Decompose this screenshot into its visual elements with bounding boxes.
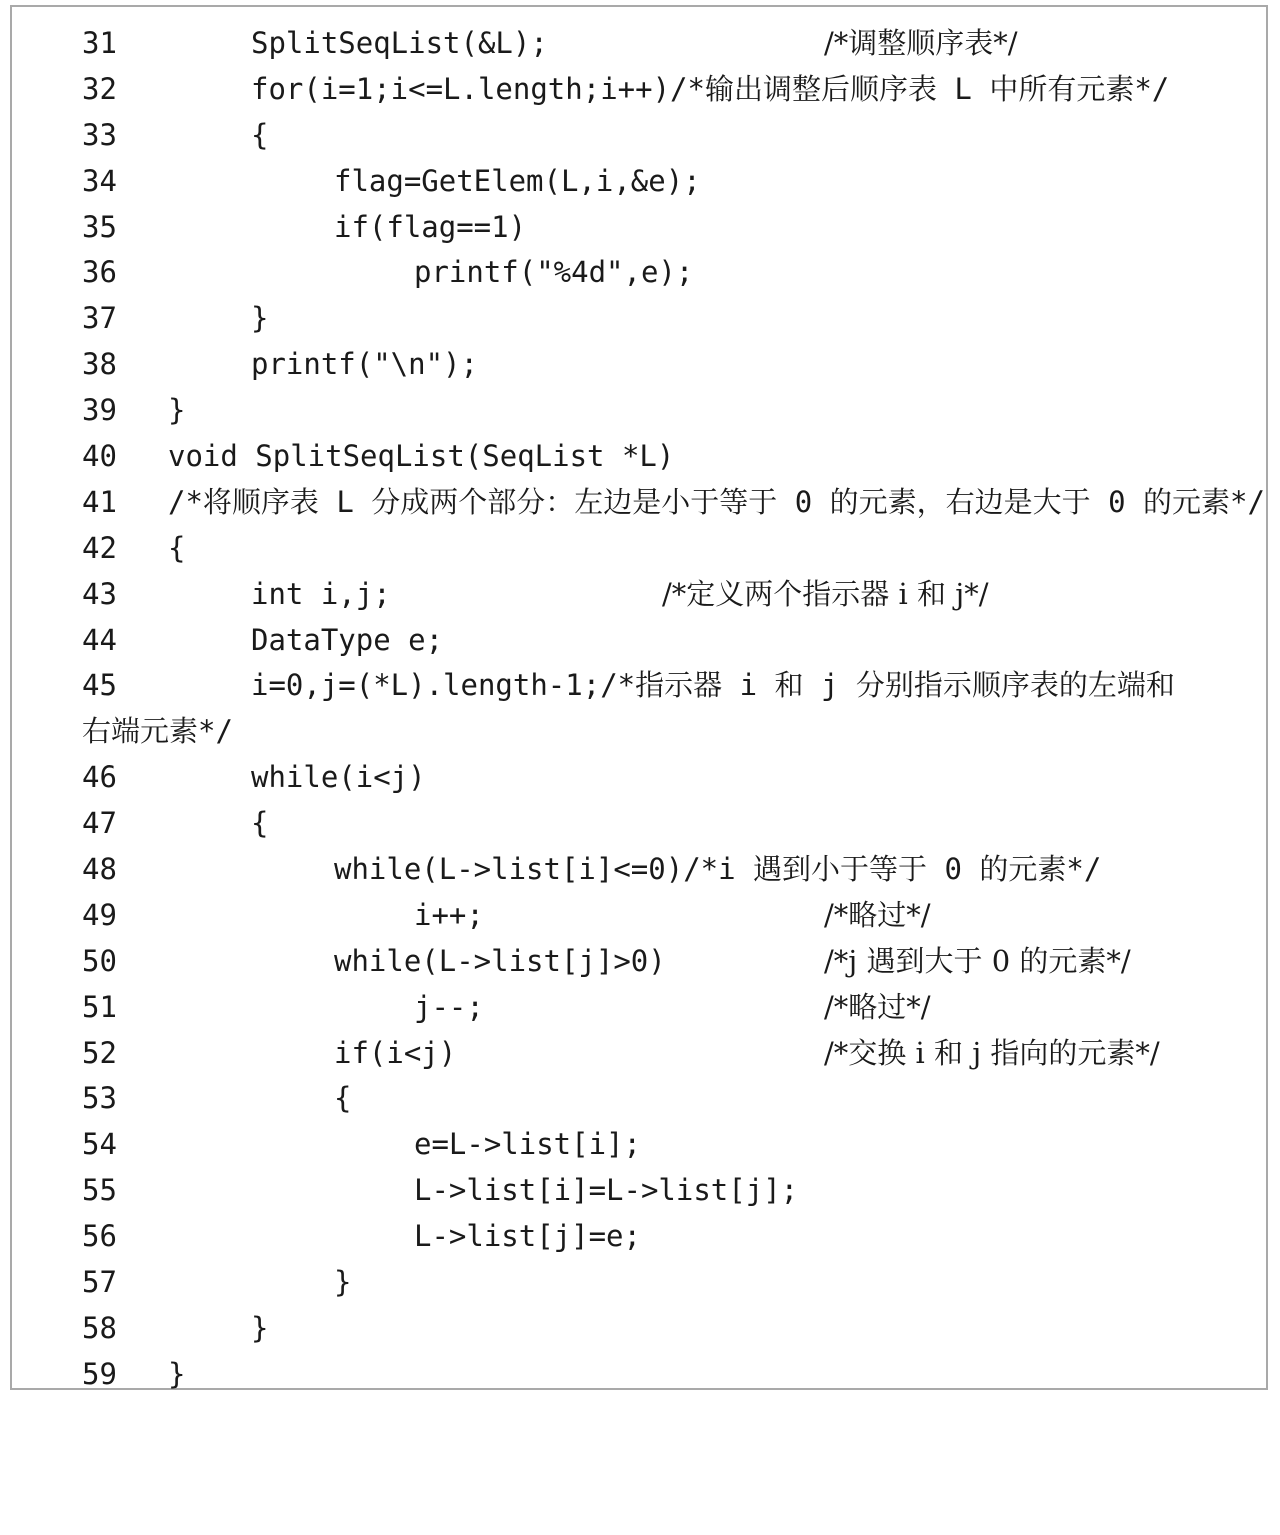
code-text: int i,j; (251, 576, 391, 611)
code-text: } (251, 301, 269, 336)
code-text: for(i=1;i<=L.length;i++)/*输出调整后顺序表 L 中所有元素*/ (251, 71, 1170, 106)
code-line (12, 250, 1266, 296)
line-number: 49 (82, 897, 117, 932)
code-text: L->list[j]=e; (414, 1219, 641, 1254)
line-number: 52 (82, 1035, 117, 1070)
code-line (12, 296, 1266, 342)
code-text: { (251, 806, 269, 841)
code-line (12, 67, 1266, 113)
code-listing (12, 21, 1266, 1398)
code-text: flag=GetElem(L,i,&e); (334, 163, 701, 198)
line-number: 55 (82, 1173, 117, 1208)
code-text: void SplitSeqList(SeqList *L) (168, 439, 675, 474)
line-number: 38 (82, 347, 117, 382)
code-text: if(flag==1) (334, 209, 527, 244)
code-line (12, 1306, 1266, 1352)
code-text: } (168, 393, 186, 428)
line-number: 48 (82, 852, 117, 887)
code-line-wrap (12, 709, 1266, 755)
code-text: /*将顺序表 L 分成两个部分：左边是小于等于 0 的元素，右边是大于 0 的元素*/ (168, 484, 1265, 519)
line-number: 51 (82, 989, 117, 1024)
code-comment: /*j 遇到大于 0 的元素*/ (824, 943, 1131, 978)
line-number: 47 (82, 806, 117, 841)
code-line (12, 21, 1266, 67)
code-line (12, 985, 1266, 1031)
code-text: } (334, 1265, 352, 1300)
code-comment: /*交换 i 和 j 指向的元素*/ (824, 1035, 1160, 1070)
code-text: } (168, 1356, 186, 1391)
code-text: SplitSeqList(&L); (251, 26, 548, 60)
code-line (12, 847, 1266, 893)
code-line (12, 113, 1266, 159)
code-text: { (334, 1081, 352, 1116)
code-text: printf("%4d",e); (414, 255, 694, 290)
code-text: } (251, 1310, 269, 1345)
code-text: e=L->list[i]; (414, 1127, 641, 1162)
code-line (12, 1352, 1266, 1398)
code-line (12, 1214, 1266, 1260)
code-text-continuation: 右端元素*/ (82, 714, 233, 749)
code-text: while(L->list[i]<=0)/*i 遇到小于等于 0 的元素*/ (334, 852, 1102, 887)
line-number: 44 (82, 622, 117, 657)
code-text: if(i<j) (334, 1035, 457, 1070)
code-line (12, 939, 1266, 985)
code-line (12, 755, 1266, 801)
code-line (12, 1168, 1266, 1214)
line-number: 42 (82, 530, 117, 565)
code-text: while(i<j) (251, 760, 426, 795)
code-line (12, 893, 1266, 939)
line-number: 36 (82, 255, 117, 290)
line-number: 35 (82, 209, 117, 244)
code-line (12, 342, 1266, 388)
code-line (12, 618, 1266, 664)
code-text: L->list[i]=L->list[j]; (414, 1173, 799, 1208)
code-line (12, 1076, 1266, 1122)
code-text: { (168, 530, 186, 565)
code-line (12, 526, 1266, 572)
line-number: 46 (82, 760, 117, 795)
line-number: 43 (82, 576, 117, 611)
line-number: 56 (82, 1219, 117, 1254)
code-line (12, 801, 1266, 847)
code-line (12, 480, 1266, 526)
line-number: 41 (82, 484, 117, 519)
line-number: 40 (82, 439, 117, 474)
code-text: { (251, 117, 269, 152)
line-number: 33 (82, 117, 117, 152)
line-number: 54 (82, 1127, 117, 1162)
code-text: j--; (414, 989, 484, 1024)
code-line (12, 205, 1266, 251)
code-comment: /*调整顺序表*/ (824, 26, 1018, 60)
code-line (12, 1260, 1266, 1306)
line-number: 45 (82, 668, 117, 703)
line-number: 59 (82, 1356, 117, 1391)
code-text: i=0,j=(*L).length-1;/*指示器 i 和 j 分别指示顺序表的左端和 (251, 668, 1175, 703)
code-comment: /*定义两个指示器 i 和 j*/ (662, 576, 989, 611)
code-line (12, 1122, 1266, 1168)
code-listing-frame (10, 5, 1268, 1390)
line-number: 37 (82, 301, 117, 336)
line-number: 34 (82, 163, 117, 198)
code-text: DataType e; (251, 622, 444, 657)
code-line (12, 159, 1266, 205)
code-text: while(L->list[j]>0) (334, 943, 666, 978)
code-line (12, 434, 1266, 480)
line-number: 57 (82, 1265, 117, 1300)
line-number: 50 (82, 943, 117, 978)
code-line (12, 663, 1266, 709)
code-line (12, 1031, 1266, 1077)
code-comment: /*略过*/ (824, 897, 931, 932)
line-number: 32 (82, 71, 117, 106)
code-text: printf("\n"); (251, 347, 478, 382)
code-comment: /*略过*/ (824, 989, 931, 1024)
code-text: i++; (414, 897, 484, 932)
line-number: 39 (82, 393, 117, 428)
line-number: 53 (82, 1081, 117, 1116)
code-line (12, 388, 1266, 434)
code-line (12, 572, 1266, 618)
line-number: 31 (82, 26, 117, 60)
line-number: 58 (82, 1310, 117, 1345)
